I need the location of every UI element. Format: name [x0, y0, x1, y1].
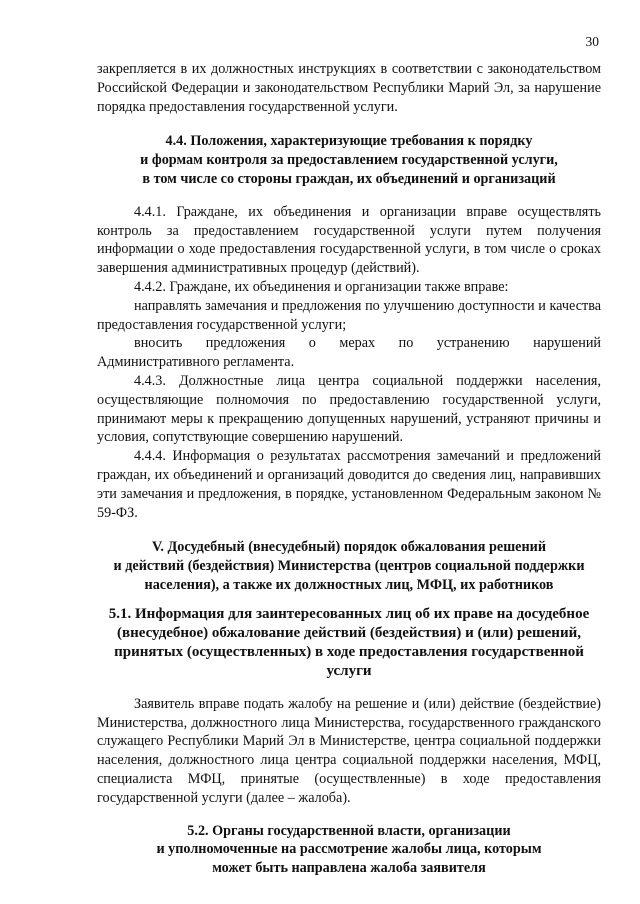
section-v-heading-line: населения), а также их должностных лиц, МФЦ, их работников — [144, 576, 554, 593]
section-4-4-heading — [97, 132, 601, 188]
paragraph-4-4-1: 4.4.1. Граждане, их объединения и организации вправе осуществлять контроль за предоставлением государственной услуги путем получения информации о ходе предоставления государственной услуги, в том числе о сроках завершения административных процедур (действий). — [97, 203, 601, 277]
section-5-2-heading-line: может быть направлена жалоба заявителя — [212, 860, 486, 877]
intro-paragraph: закрепляется в их должностных инструкциях в соответствии с законодательством Российской Федерации и законодательством Республики Марий Эл, за нарушение порядка предоставления государственной услуги. — [97, 61, 601, 115]
section-5-1-heading-line: услуги — [326, 662, 372, 679]
section-4-4-heading-line: в том числе со стороны граждан, их объединений и организаций — [142, 170, 556, 187]
paragraph-4-4-3: 4.4.3. Должностные лица центра социальной поддержки населения, осуществляющие полномочия по предоставлению государственной услуги, принимают меры к прекращению допущенных нарушений, устраняют причины и условия, сопутствующие совершению нарушений. — [97, 372, 601, 446]
section-v-heading-line: и действий (бездействия) Министерства (центров социальной поддержки — [113, 558, 585, 575]
document-body — [97, 60, 601, 878]
section-5-1-heading-line: принятых (осуществленных) в ходе предоставления государственной — [114, 643, 584, 660]
page-number: 30 — [585, 34, 599, 49]
paragraph-4-4-4: 4.4.4. Информация о результатах рассмотрения замечаний и предложений граждан, их объединений и организаций доводится до сведения лиц, направивших эти замечания и предложения, в порядке, установленном Федеральным законом № 59-ФЗ. — [97, 448, 601, 521]
section-5-2-heading-line: 5.2. Органы государственной власти, организации — [187, 822, 511, 839]
section-v-heading-line: V. Досудебный (внесудебный) порядок обжалования решений — [152, 539, 546, 556]
paragraph-4-4-2: 4.4.2. Граждане, их объединения и организации также вправе: — [134, 278, 509, 295]
section-5-1-heading-line: (внесудебное) обжалование действий (бездействия) и (или) решений, — [117, 624, 581, 641]
paragraph-4-4-2-item-1: направлять замечания и предложения по улучшению доступности и качества предоставления государственной услуги; — [97, 297, 601, 333]
section-4-4-heading-line: 4.4. Положения, характеризующие требования к порядку — [165, 133, 533, 150]
section-5-1-heading-line: 5.1. Информация для заинтересованных лиц об их праве на досудебное — [108, 605, 590, 622]
section-5-1-heading — [97, 605, 601, 681]
section-5-2-heading — [97, 822, 601, 878]
paragraph-4-4-2-item-2: вносить предложения о мерах по устранению нарушений Административного регламента. — [97, 335, 601, 371]
section-v-heading — [97, 538, 601, 594]
section-4-4-heading-line: и формам контроля за предоставлением государственной услуги, — [140, 152, 558, 169]
paragraph-5-1: Заявитель вправе подать жалобу на решение и (или) действие (бездействие) Министерства, должностного лица Министерства, государственного гражданского служащего Республики Марий Эл в Министерстве, центра социальной поддержки населения, должностного лица центра социальной поддержки населения, МФЦ, специалиста МФЦ, принятые (осуществленные) в ходе предоставления государственной услуги (далее – жалоба). — [97, 695, 601, 806]
section-5-2-heading-line: и уполномоченные на рассмотрение жалобы лица, которым — [156, 841, 542, 858]
